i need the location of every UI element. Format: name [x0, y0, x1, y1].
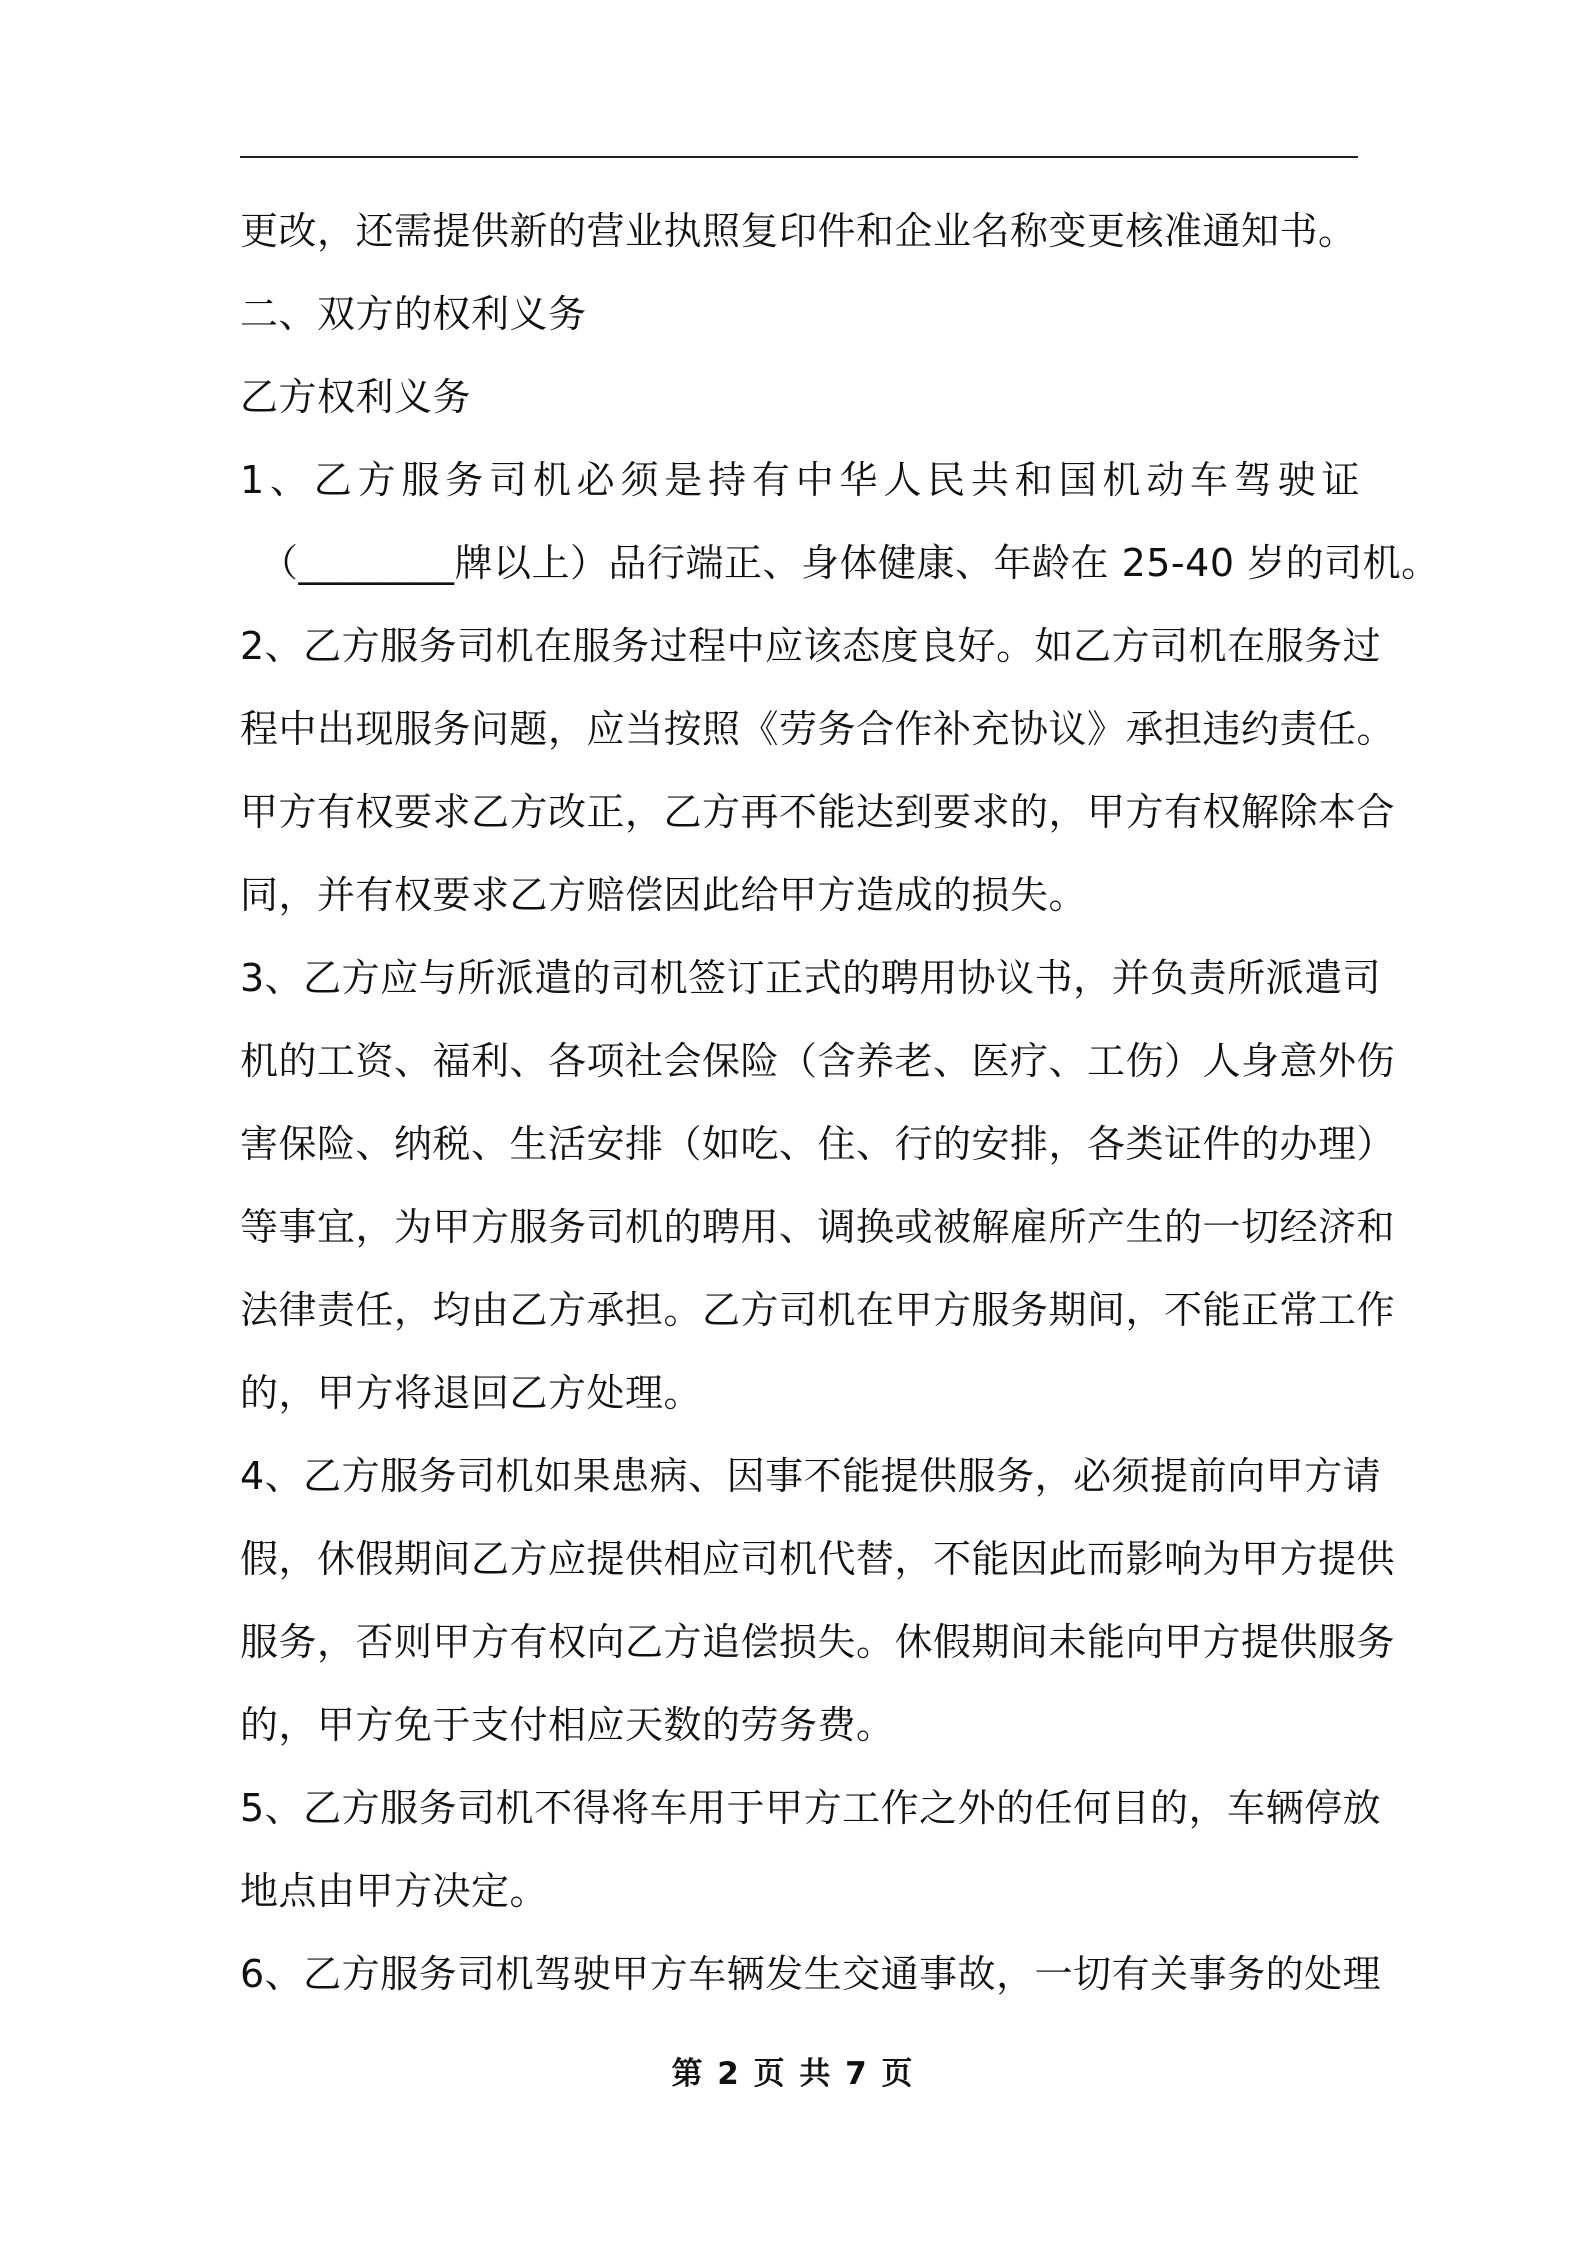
- body-line: 2、乙方服务司机在服务过程中应该态度良好。如乙方司机在服务过: [240, 624, 1382, 668]
- body-line: （________牌以上）品行端正、身体健康、年龄在 25-40 岁的司机。: [260, 541, 1440, 585]
- body-line: 3、乙方应与所派遣的司机签订正式的聘用协议书，并负责所派遣司: [240, 956, 1382, 1000]
- body-line: 1、乙方服务司机必须是持有中华人民共和国机动车驾驶证: [240, 458, 1360, 502]
- body-line: 等事宜，为甲方服务司机的聘用、调换或被解雇所产生的一切经济和: [240, 1205, 1396, 1249]
- body-line: 甲方有权要求乙方改正，乙方再不能达到要求的，甲方有权解除本合: [240, 790, 1396, 834]
- body-line: 地点由甲方决定。: [240, 1869, 549, 1913]
- document-body: [240, 198, 1440, 2024]
- body-line: 4、乙方服务司机如果患病、因事不能提供服务，必须提前向甲方请: [240, 1454, 1382, 1498]
- body-line: 更改，还需提供新的营业执照复印件和企业名称变更核准通知书。: [240, 209, 1357, 253]
- body-line: 程中出现服务问题，应当按照《劳务合作补充协议》承担违约责任。: [240, 707, 1396, 751]
- body-line: 同，并有权要求乙方赔偿因此给甲方造成的损失。: [240, 873, 1088, 917]
- body-line: 法律责任，均由乙方承担。乙方司机在甲方服务期间，不能正常工作: [240, 1288, 1396, 1332]
- body-line: 害保险、纳税、生活安排（如吃、住、行的安排，各类证件的办理）: [240, 1122, 1396, 1166]
- body-line: 机的工资、福利、各项社会保险（含养老、医疗、工伤）人身意外伤: [240, 1039, 1396, 1083]
- body-line: 6、乙方服务司机驾驶甲方车辆发生交通事故，一切有关事务的处理: [240, 1952, 1382, 1996]
- body-line: 的，甲方免于支付相应天数的劳务费。: [240, 1703, 895, 1747]
- header-rule: [240, 156, 1358, 158]
- page-number: 第 2 页 共 7 页: [671, 2056, 915, 2092]
- section-heading: 二、双方的权利义务: [240, 292, 587, 336]
- body-line: 假，休假期间乙方应提供相应司机代替，不能因此而影响为甲方提供: [240, 1537, 1396, 1581]
- body-line: 的，甲方将退回乙方处理。: [240, 1371, 703, 1415]
- body-line: 服务，否则甲方有权向乙方追偿损失。休假期间未能向甲方提供服务: [240, 1620, 1396, 1664]
- subsection-heading: 乙方权利义务: [240, 375, 472, 419]
- body-line: 5、乙方服务司机不得将车用于甲方工作之外的任何目的，车辆停放: [240, 1786, 1382, 1830]
